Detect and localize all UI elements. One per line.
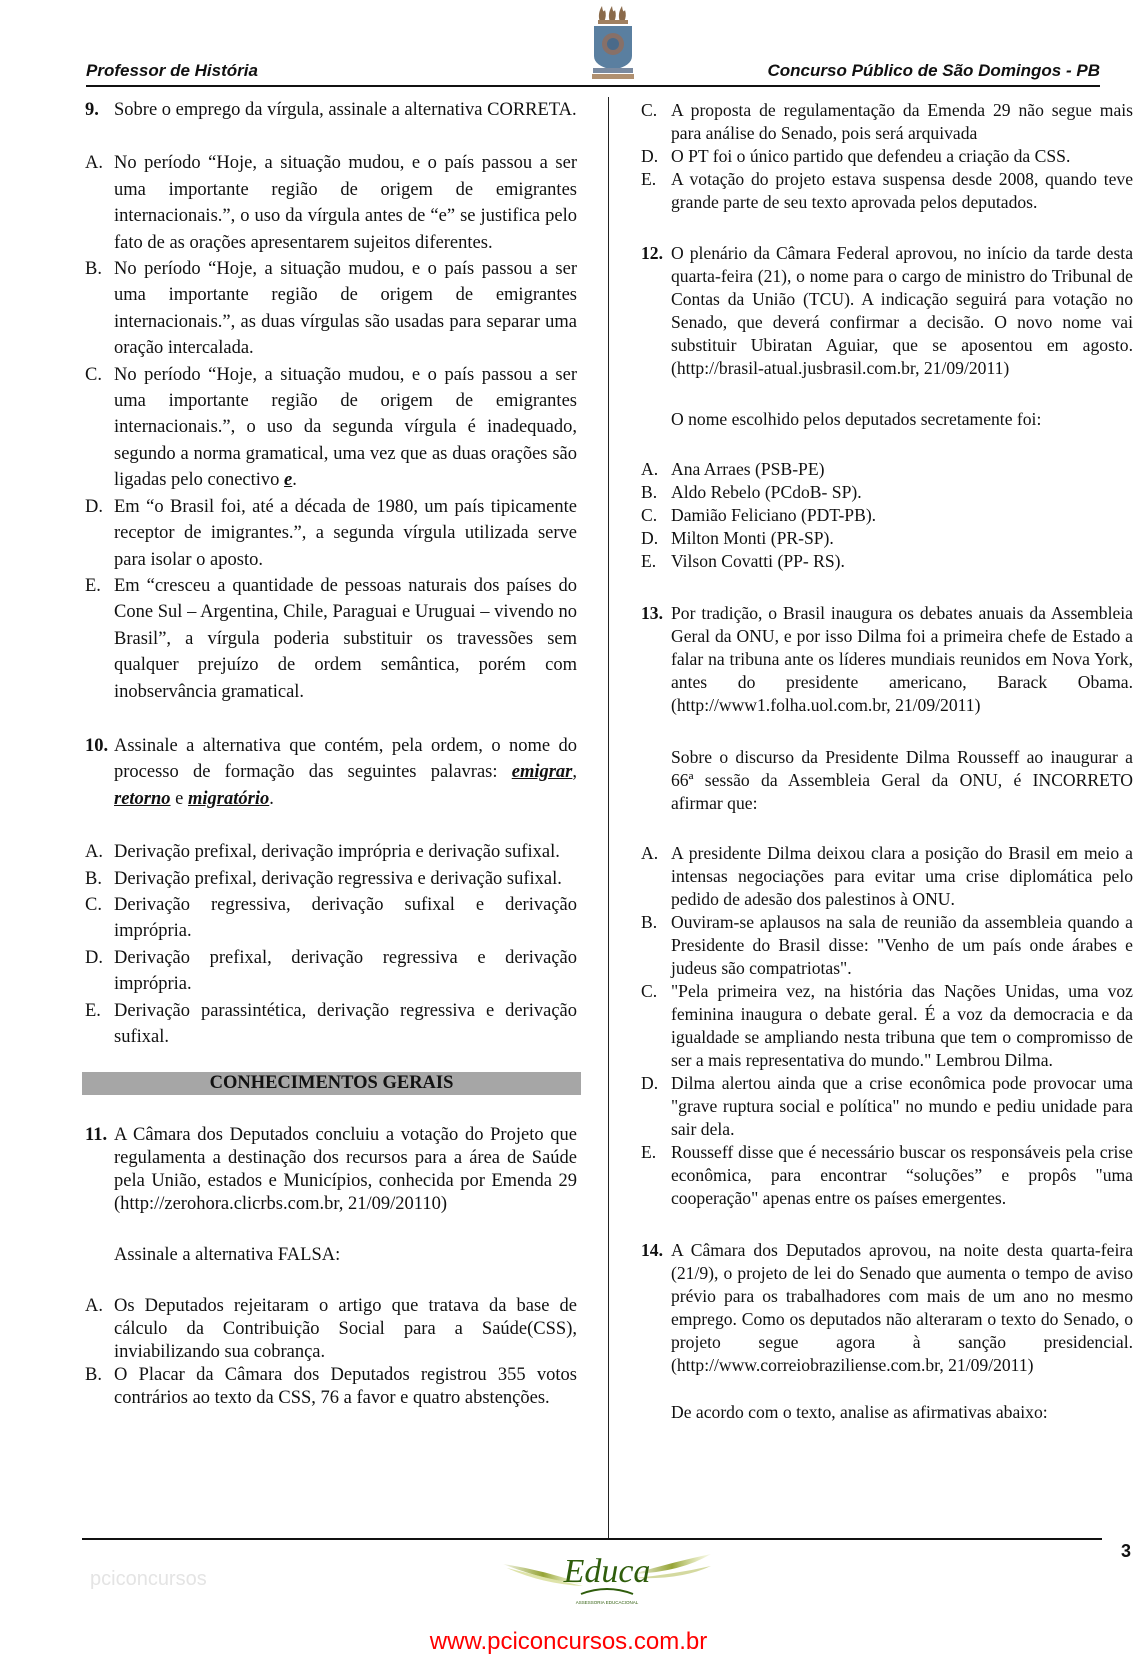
text-segment: A presidente Dilma deixou clara a posição do Brasil em meio a intensas negociações para evitar uma crise diplomática pelo pedido de adesão dos palestinos à ONU.	[671, 843, 1133, 909]
rich-text	[114, 1364, 577, 1410]
text-segment: Derivação prefixal, derivação regressiva e derivação imprópria.	[114, 947, 577, 995]
text-segment: No período “Hoje, a situação mudou, e o país passou a ser uma importante região de origem de emigrantes internacionais.”, as duas vírgulas são usadas para separar uma oração intercalada.	[114, 259, 577, 359]
educa-logo-text: Educa	[563, 1553, 651, 1590]
rich-text	[114, 998, 577, 1051]
prompt-text: Assinale a alternativa FALSA:	[114, 1245, 341, 1266]
rich-text	[671, 1141, 1133, 1210]
answer-option	[641, 99, 1133, 145]
footer-rule	[82, 1538, 1102, 1540]
rich-text	[671, 481, 1133, 504]
question-number: 13.	[641, 603, 663, 623]
question-stem	[85, 97, 577, 123]
q10-stem	[85, 733, 577, 812]
option-letter: E.	[85, 575, 101, 596]
rich-text	[114, 494, 577, 573]
q13-stem	[641, 602, 1133, 717]
q12-stem	[641, 242, 1133, 380]
text-segment: Derivação parassintética, derivação regressiva e derivação sufixal.	[114, 1000, 577, 1047]
answer-option	[85, 998, 577, 1051]
page-footer	[0, 1538, 1137, 1675]
text-segment: Aldo Rebelo (PCdoB- SP).	[671, 482, 862, 502]
text-segment: A votação do projeto estava suspensa desde 2008, quando teve grande parte de seu texto aprovada pelos deputados.	[671, 169, 1133, 212]
footer-url-link[interactable]: www.pciconcursos.com.br	[429, 1628, 708, 1655]
column-divider	[608, 97, 609, 1538]
answer-option	[85, 573, 577, 705]
text-segment: ,	[572, 762, 577, 783]
text-segment: Derivação regressiva, derivação sufixal e derivação imprópria.	[114, 894, 577, 942]
text-segment: No período “Hoje, a situação mudou, e o país passou a ser uma importante região de origem de emigrantes internacionais.”, o uso da segunda vírgula é inadequado, segundo a norma gramatical, uma vez que as duas orações são ligadas pelo conectivo	[114, 364, 577, 491]
text-segment: .	[292, 470, 297, 491]
answer-option	[641, 980, 1133, 1072]
rich-text	[114, 150, 577, 256]
educa-logo-subtitle: ASSESSORIA EDUCACIONAL	[575, 1600, 639, 1605]
two-column-body	[0, 97, 1137, 1538]
question-stem: A Câmara dos Deputados aprovou, na noite desta quarta-feira (21/9), o projeto de lei do Senado que aumenta o tempo de aviso prévio para os trabalhadores com mais de um ano no mesmo emprego. Como os deputados não alteraram o texto do Senado, o projeto segue agora à sanção presidencial. (http://www.correiobraziliense.com.br, 21/09/2011)	[671, 1240, 1133, 1375]
question-number: 12.	[641, 243, 663, 263]
q14-stem	[641, 1239, 1133, 1377]
prompt-text: De acordo com o texto, analise as afirmativas abaixo:	[671, 1402, 1048, 1422]
rich-text	[114, 256, 577, 362]
text-segment: Milton Monti (PR-SP).	[671, 528, 834, 548]
rich-text	[671, 504, 1133, 527]
rich-text	[114, 945, 577, 998]
right-column	[641, 97, 1133, 1424]
answer-option	[85, 494, 577, 573]
q11-stem	[85, 1124, 577, 1216]
text-segment: Em “cresceu a quantidade de pessoas naturais dos países do Cone Sul – Argentina, Chile, Paraguai e Uruguai – vivendo no Brasil”, a vírgula poderia substituir os travessões sem qualquer prejuízo de ordem semântica, porém com inobservância gramatical.	[114, 575, 577, 702]
educa-logo	[503, 1544, 713, 1606]
emphasized-word: emigrar	[511, 762, 573, 783]
answer-option	[641, 1141, 1133, 1210]
prompt-text: O nome escolhido pelos deputados secretamente foi:	[671, 409, 1042, 429]
q13-options	[641, 842, 1133, 1210]
option-letter: D.	[641, 1073, 659, 1093]
option-letter: B.	[641, 482, 658, 502]
text-segment: Rousseff disse que é necessário buscar os responsáveis pela crise econômica, para encontrar “soluções” e propôs "uma cooperação" apenas entre os países emergentes.	[671, 1142, 1133, 1208]
q12-options	[641, 458, 1133, 573]
question-prompt	[641, 746, 1133, 815]
text-segment: Derivação prefixal, derivação imprópria e derivação sufixal.	[114, 842, 560, 863]
answer-option	[641, 911, 1133, 980]
answer-option	[85, 892, 577, 945]
text-segment: Derivação prefixal, derivação regressiva e derivação sufixal.	[114, 868, 562, 889]
rich-text	[671, 99, 1133, 145]
text-segment: Damião Feliciano (PDT-PB).	[671, 505, 877, 525]
emphasized-word: e	[284, 470, 293, 491]
text-segment: "Pela primeira vez, na história das Nações Unidas, uma voz feminina inaugura o debate geral. É a voz da democracia e da igualdade se ampliando nesta tribuna que tem o compromisso de ser a mais representativa do mundo." Lembrou Dilma.	[671, 981, 1133, 1070]
text-segment: A proposta de regulamentação da Emenda 29 não segue mais para análise do Senado, pois será arquivada	[671, 100, 1133, 143]
option-letter: A.	[85, 153, 103, 174]
option-letter: B.	[641, 912, 658, 932]
question-prompt	[85, 1244, 577, 1267]
option-letter: C.	[85, 364, 102, 385]
question-stem	[641, 1239, 1133, 1377]
option-letter: A.	[641, 843, 659, 863]
rich-text	[114, 839, 577, 865]
rich-text	[671, 1072, 1133, 1141]
section-title-bar: CONHECIMENTOS GERAIS	[82, 1072, 581, 1095]
q9-options	[85, 150, 577, 705]
text-segment: No período “Hoje, a situação mudou, e o país passou a ser uma importante região de origem de emigrantes internacionais.”, o uso da vírgula antes de “e” se justifica pelo fato de as orações apresentarem sujeitos diferentes.	[114, 153, 577, 253]
page-number: 3	[1121, 1541, 1132, 1561]
option-letter: C.	[85, 894, 102, 915]
header-exam-title: Concurso Público de São Domingos - PB	[767, 61, 1100, 80]
text-segment: Em “o Brasil foi, até a década de 1980, um país tipicamente receptor de imigrantes.”, a segunda vírgula utilizada serve para isolar o aposto.	[114, 496, 577, 570]
emphasized-word: retorno	[114, 788, 171, 809]
answer-option	[641, 145, 1133, 168]
rich-text	[671, 911, 1133, 980]
q11-options	[641, 99, 1133, 214]
text-segment: e	[170, 788, 189, 809]
answer-option	[85, 866, 577, 892]
question-prompt	[641, 1401, 1133, 1424]
option-letter: C.	[641, 505, 658, 525]
rich-text	[671, 145, 1133, 168]
watermark: pciconcursos	[90, 1568, 207, 1590]
rich-text	[114, 733, 577, 812]
answer-option	[85, 1364, 577, 1410]
rich-text	[114, 362, 577, 494]
option-letter: A.	[85, 1296, 103, 1317]
question-number: 11.	[85, 1125, 108, 1146]
rich-text	[114, 892, 577, 945]
option-letter: E.	[85, 1000, 101, 1021]
answer-option	[641, 1072, 1133, 1141]
option-letter: A.	[85, 842, 103, 863]
header-rule	[86, 85, 1100, 87]
rich-text	[114, 573, 577, 705]
rich-text	[114, 1295, 577, 1364]
text-segment: Assinale a alternativa que contém, pela ordem, o nome do processo de formação das seguintes palavras:	[114, 735, 577, 783]
answer-option	[85, 839, 577, 865]
question-number: 10.	[85, 735, 109, 756]
rich-text	[671, 527, 1133, 550]
q9-stem	[85, 97, 577, 123]
answer-option	[641, 458, 1133, 481]
option-letter: D.	[641, 146, 659, 166]
answer-option	[85, 1295, 577, 1364]
left-column	[85, 97, 577, 1410]
rich-text	[671, 550, 1133, 573]
option-letter: C.	[641, 100, 658, 120]
answer-option	[85, 256, 577, 362]
header-exam-role: Professor de História	[86, 61, 258, 80]
text-segment: O Placar da Câmara dos Deputados registrou 355 votos contrários ao texto da CSS, 76 a favor e quatro abstenções.	[114, 1365, 577, 1409]
answer-option	[85, 150, 577, 256]
text-segment: .	[269, 788, 274, 809]
option-letter: D.	[85, 947, 103, 968]
answer-option	[641, 527, 1133, 550]
rich-text	[671, 168, 1133, 214]
question-stem: Por tradição, o Brasil inaugura os debates anuais da Assembleia Geral da ONU, e por isso Dilma foi a primeira chefe de Estado a falar na tribuna ante os líderes mundiais reunidos em Nova York, antes do presidente americano, Barack Obama. (http://www1.folha.uol.com.br, 21/09/2011)	[671, 603, 1133, 715]
question-stem	[85, 733, 577, 812]
text-segment: Vilson Covatti (PP- RS).	[671, 551, 845, 571]
answer-option	[85, 945, 577, 998]
question-number: 14.	[641, 1240, 663, 1260]
text-segment: Os Deputados rejeitaram o artigo que tratava da base de cálculo da Contribuição Social para a Saúde(CSS), inviabilizando sua cobrança.	[114, 1296, 577, 1363]
answer-option	[641, 168, 1133, 214]
rich-text	[114, 866, 577, 892]
prompt-text: Sobre o discurso da Presidente Dilma Rousseff ao inaugurar a 66ª sessão da Assembleia Geral da ONU, é INCORRETO afirmar que:	[671, 747, 1133, 813]
answer-option	[85, 362, 577, 494]
option-letter: B.	[85, 1365, 102, 1386]
university-crest-logo	[590, 2, 636, 82]
option-letter: E.	[641, 551, 657, 571]
question-stem	[85, 1124, 577, 1216]
answer-option	[641, 504, 1133, 527]
option-letter: E.	[641, 1142, 657, 1162]
text-segment: Dilma alertou ainda que a crise econômica pode provocar uma "grave ruptura social e política" no mundo e pediu unidade para sair dela.	[671, 1073, 1133, 1139]
option-letter: A.	[641, 459, 659, 479]
q12-prompt	[641, 408, 1133, 431]
rich-text	[671, 458, 1133, 481]
answer-option	[641, 842, 1133, 911]
q10-options	[85, 839, 577, 1050]
page-header	[0, 0, 1137, 97]
question-stem: Sobre o emprego da vírgula, assinale a alternativa CORRETA.	[114, 100, 577, 120]
answer-option	[641, 481, 1133, 504]
q11-prompt	[85, 1244, 577, 1267]
option-letter: C.	[641, 981, 658, 1001]
option-letter: B.	[85, 259, 102, 280]
question-stem: A Câmara dos Deputados concluiu a votação do Projeto que regulamenta a destinação dos recursos para a área de Saúde pela União, estados e Municípios, conhecida por Emenda 29 (http://zerohora.clicrbs.com.br, 21/09/20110)	[114, 1125, 577, 1215]
text-segment: Ana Arraes (PSB-PE)	[671, 459, 825, 479]
rich-text	[671, 980, 1133, 1072]
question-stem: O plenário da Câmara Federal aprovou, no início da tarde desta quarta-feira (21), o nome para o cargo de ministro do Tribunal de Contas da União (TCU). A indicação seguirá para votação no Senado, que deverá confirmar a decisão. O novo nome vai substituir Ubiratan Aguiar, que se aposentou em agosto. (http://brasil-atual.jusbrasil.com.br, 21/09/2011)	[671, 243, 1133, 378]
rich-text	[671, 842, 1133, 911]
q13-prompt	[641, 746, 1133, 815]
option-letter: D.	[85, 496, 103, 517]
q11-options	[85, 1295, 577, 1410]
emphasized-word: migratório	[188, 788, 270, 809]
text-segment: O PT foi o único partido que defendeu a criação da CSS.	[671, 146, 1071, 166]
option-letter: B.	[85, 868, 102, 889]
option-letter: E.	[641, 169, 657, 189]
answer-option	[641, 550, 1133, 573]
question-stem	[641, 602, 1133, 717]
question-number: 9.	[85, 100, 99, 120]
question-stem	[641, 242, 1133, 380]
q14-prompt	[641, 1401, 1133, 1424]
option-letter: D.	[641, 528, 659, 548]
question-prompt	[641, 408, 1133, 431]
text-segment: Ouviram-se aplausos na sala de reunião da assembleia quando a Presidente do Brasil disse: "Venho de um país onde árabes e judeus são compatriotas".	[671, 912, 1133, 978]
